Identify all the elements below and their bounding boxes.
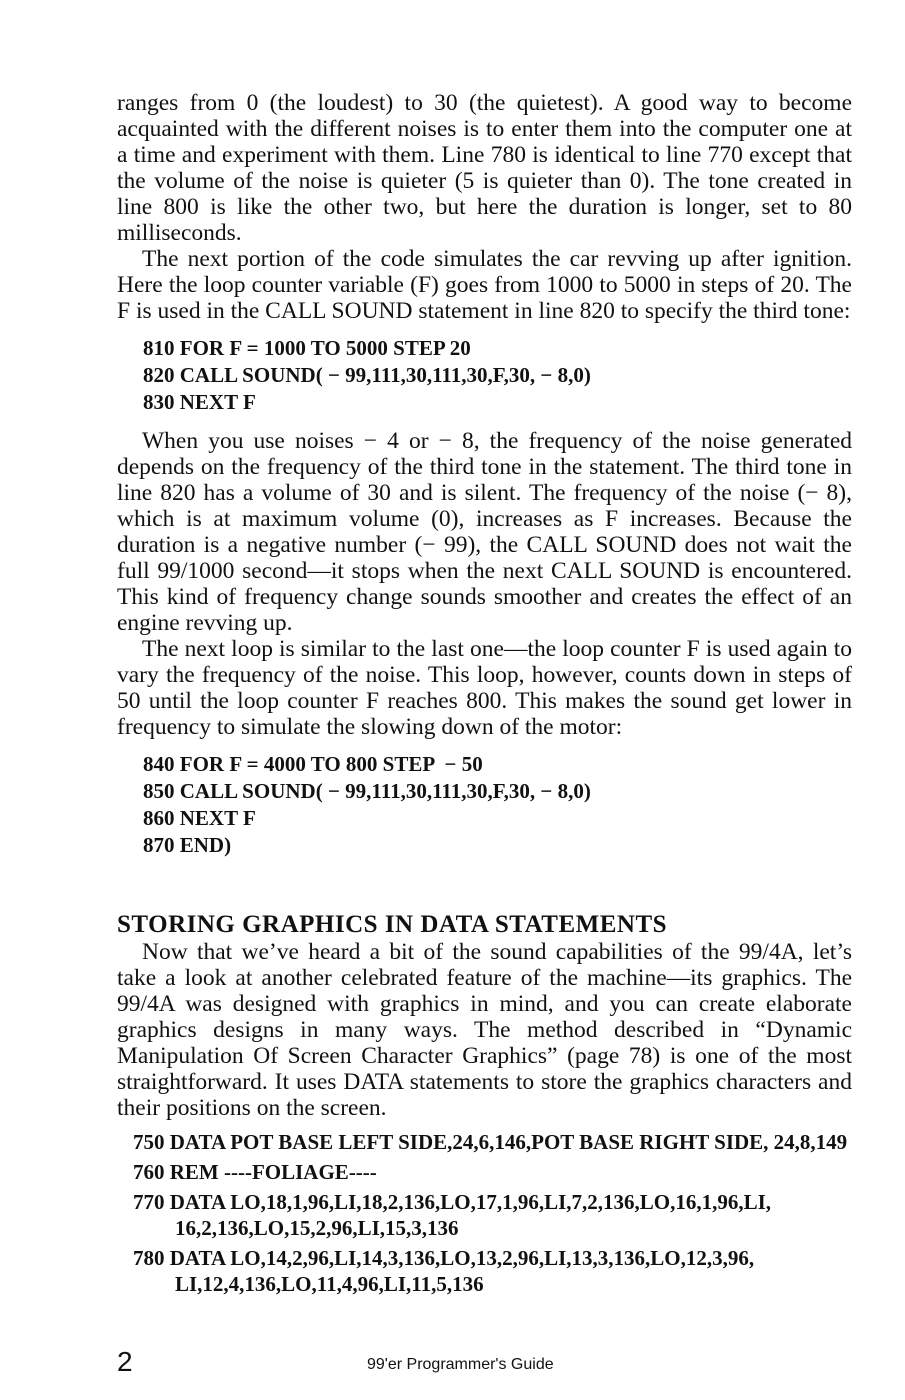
page-content xyxy=(117,90,852,1301)
code-listing-data-statements xyxy=(117,1129,852,1297)
body-paragraph: ranges from 0 (the loudest) to 30 (the quietest). A good way to become acquainted with the different noises is to enter them into the computer one at a time and experiment with them. Line 780 is identical to line 770 except that the volume of the noise is quieter (5 is quieter than 0). The tone created in line 800 is like the other two, but here the duration is longer, set to 80 milliseconds. xyxy=(117,90,852,246)
code-line: 750 DATA POT BASE LEFT SIDE,24,6,146,POT BASE RIGHT SIDE, 24,8,149 xyxy=(133,1130,848,1154)
code-line: 850 CALL SOUND( − 99,111,30,111,30,F,30, − 8,0) xyxy=(143,779,591,803)
body-paragraph: The next portion of the code simulates the car revving up after ignition. Here the loop counter variable (F) goes from 1000 to 5000 in steps of 20. The F is used in the CALL SOUND statement in line 820 to specify the third tone: xyxy=(117,246,852,324)
code-line: 770 DATA LO,18,1,96,LI,18,2,136,LO,17,1,96,LI,7,2,136,LO,16,1,96,LI, 16,2,136,LO,15,2,96,LI,15,3,136 xyxy=(133,1190,772,1240)
body-paragraph: When you use noises − 4 or − 8, the frequency of the noise generated depends on the frequency of the third tone in the statement. The third tone in line 820 has a volume of 30 and is silent. The frequency of the noise (− 8), which is at maximum volume (0), increases as F increases. Because the duration is a negative number (− 99), the CALL SOUND does not wait the full 99/1000 second—it stops when the next CALL SOUND is encountered. This kind of frequency change sounds smoother and creates the effect of an engine revving up. xyxy=(117,428,852,636)
code-line: 780 DATA LO,14,2,96,LI,14,3,136,LO,13,2,96,LI,13,3,136,LO,12,3,96, LI,12,4,136,LO,11,4,96,LI,11,5,136 xyxy=(133,1246,755,1296)
code-listing-loop-down xyxy=(117,751,852,859)
code-line: 870 END) xyxy=(143,833,232,857)
body-paragraph: The next loop is similar to the last one—the loop counter F is used again to vary the frequency of the noise. This loop, however, counts down in steps of 50 until the loop counter F reaches 800. This makes the sound get lower in frequency to simulate the slowing down of the motor: xyxy=(117,636,852,740)
code-line: 760 REM ----FOLIAGE---- xyxy=(133,1160,377,1184)
code-line: 810 FOR F = 1000 TO 5000 STEP 20 xyxy=(143,336,471,360)
page-number: 2 xyxy=(117,1346,133,1377)
body-paragraph: Now that we’ve heard a bit of the sound capabilities of the 99/4A, let’s take a look at another celebrated feature of the machine—its graphics. The 99/4A was designed with graphics in mind, and you can create elaborate graphics designs in many ways. The method described in “Dynamic Manipulation Of Screen Character Graphics” (page 78) is one of the most straightforward. It uses DATA statements to store the graphics characters and their positions on the screen. xyxy=(117,939,852,1121)
code-listing-loop-up xyxy=(117,335,852,416)
running-title: 99'er Programmer's Guide xyxy=(367,1356,554,1373)
code-line: 840 FOR F = 4000 TO 800 STEP − 50 xyxy=(143,752,483,776)
page-footer xyxy=(117,1346,852,1386)
code-line: 820 CALL SOUND( − 99,111,30,111,30,F,30, − 8,0) xyxy=(143,363,591,387)
code-line: 860 NEXT F xyxy=(143,806,256,830)
section-heading: STORING GRAPHICS IN DATA STATEMENTS xyxy=(117,911,668,938)
code-line: 830 NEXT F xyxy=(143,390,256,414)
